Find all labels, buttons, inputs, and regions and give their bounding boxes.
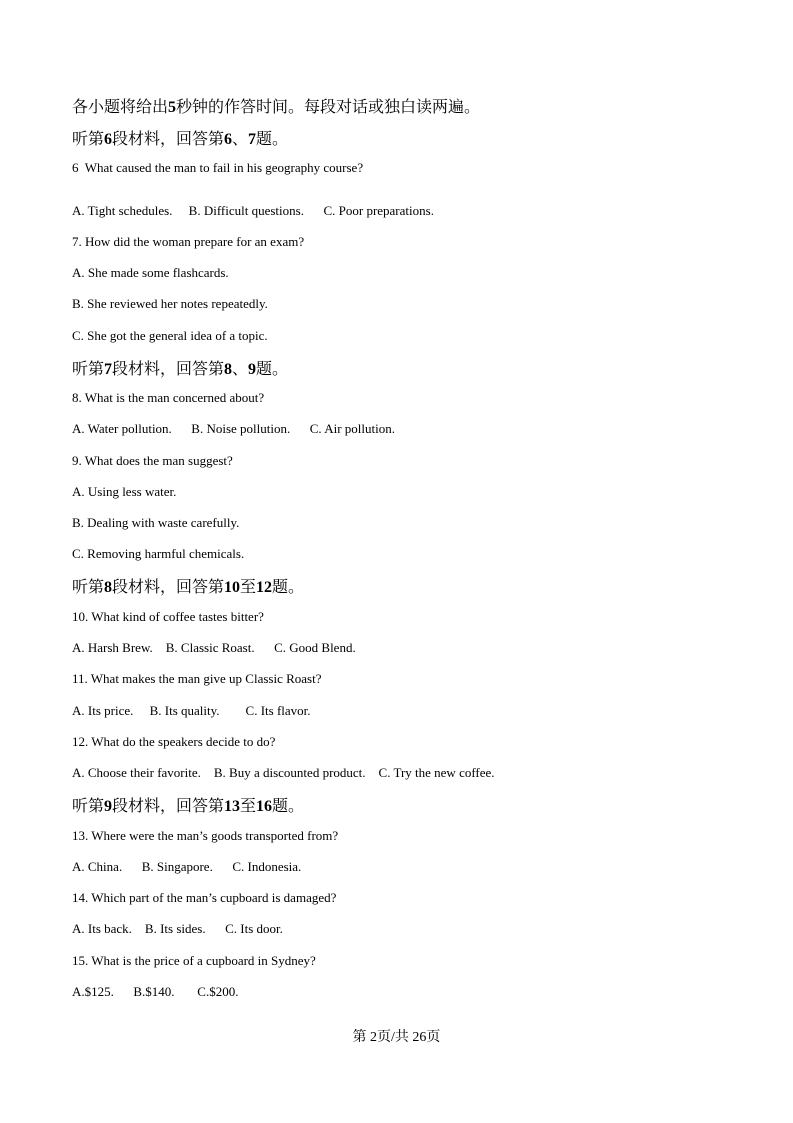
question-9-option-a: A. Using less water. <box>72 484 177 499</box>
question-15: 15. What is the price of a cupboard in Sydney? <box>72 953 316 968</box>
section-heading-7: 听第7段材料，回答第8、9题。 <box>72 361 289 378</box>
question-10: 10. What kind of coffee tastes bitter? <box>72 609 264 624</box>
question-9: 9. What does the man suggest? <box>72 453 233 468</box>
section-heading-6: 听第6段材料，回答第6、7题。 <box>72 131 289 148</box>
question-14: 14. Which part of the man’s cupboard is damaged? <box>72 890 337 905</box>
question-12: 12. What do the speakers decide to do? <box>72 734 276 749</box>
question-11-options: A. Its price. B. Its quality. C. Its flavor. <box>72 703 311 718</box>
question-6: 6 What caused the man to fail in his geography course? <box>72 160 364 175</box>
question-7-option-c: C. She got the general idea of a topic. <box>72 328 268 343</box>
section-heading-8: 听第8段材料，回答第10至12题。 <box>72 579 305 596</box>
question-13-options: A. China. B. Singapore. C. Indonesia. <box>72 859 302 874</box>
question-9-option-c: C. Removing harmful chemicals. <box>72 546 245 561</box>
question-8-options: A. Water pollution. B. Noise pollution. C. Air pollution. <box>72 421 395 436</box>
question-12-options: A. Choose their favorite. B. Buy a discounted product. C. Try the new coffee. <box>72 765 495 780</box>
question-6-options: A. Tight schedules. B. Difficult questions. C. Poor preparations. <box>72 203 434 218</box>
question-13: 13. Where were the man’s goods transported from? <box>72 828 339 843</box>
section-heading-9: 听第9段材料，回答第13至16题。 <box>72 798 305 815</box>
question-7-option-b: B. She reviewed her notes repeatedly. <box>72 296 268 311</box>
instructions-intro: 各小题将给出5秒钟的作答时间。每段对话或独白读两遍。 <box>72 99 481 116</box>
question-15-options: A.$125. B.$140. C.$200. <box>72 984 239 999</box>
question-8: 8. What is the man concerned about? <box>72 390 265 405</box>
question-10-options: A. Harsh Brew. B. Classic Roast. C. Good Blend. <box>72 640 356 655</box>
page-number-footer: 第 2页/共 26页 <box>352 1030 441 1045</box>
question-7-option-a: A. She made some flashcards. <box>72 265 229 280</box>
question-7: 7. How did the woman prepare for an exam? <box>72 234 305 249</box>
question-11: 11. What makes the man give up Classic Roast? <box>72 671 322 686</box>
question-14-options: A. Its back. B. Its sides. C. Its door. <box>72 921 283 936</box>
question-9-option-b: B. Dealing with waste carefully. <box>72 515 240 530</box>
